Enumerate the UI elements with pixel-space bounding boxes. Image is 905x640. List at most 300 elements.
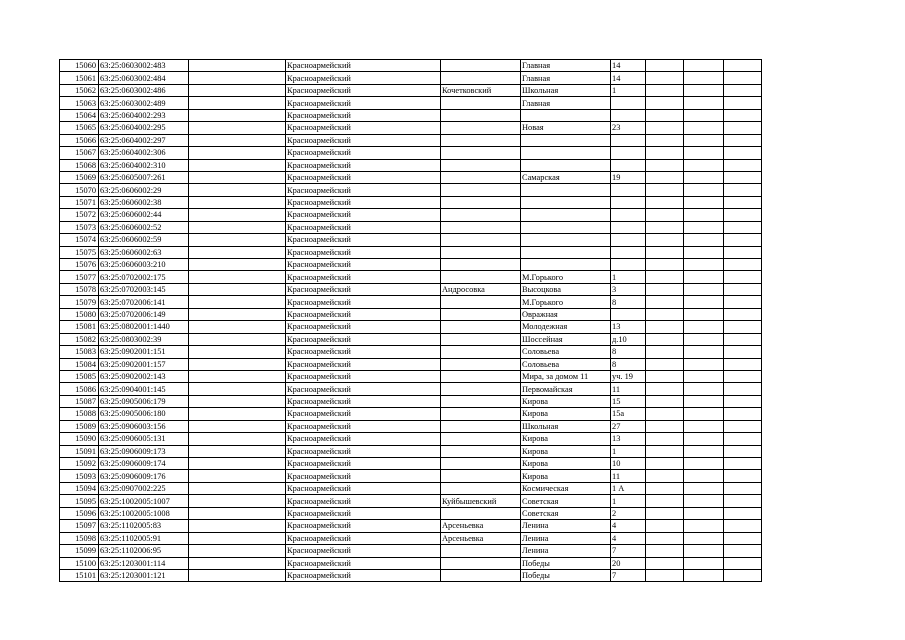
house-cell: 23 [611,122,646,134]
cadastral-number-cell: 63:25:0606003:210 [99,259,189,271]
settlement-cell [441,507,521,519]
district-cell: Красноармейский [286,209,441,221]
house-cell: 3 [611,283,646,295]
table-row [60,221,762,233]
extra-cell [684,520,724,532]
settlement-cell [441,209,521,221]
extra-cell [724,545,762,557]
extra-cell [684,308,724,320]
street-cell: Кирова [521,433,611,445]
row-number-cell: 15101 [60,569,99,581]
district-cell: Красноармейский [286,171,441,183]
cadastral-number-cell: 63:25:0604002:295 [99,122,189,134]
cadastral-number-cell: 63:25:1102005:91 [99,532,189,544]
row-number-cell: 15089 [60,420,99,432]
district-cell: Красноармейский [286,532,441,544]
blank-cell [189,433,286,445]
district-cell: Красноармейский [286,507,441,519]
district-cell: Красноармейский [286,221,441,233]
row-number-cell: 15080 [60,308,99,320]
cadastral-number-cell: 63:25:0604002:297 [99,134,189,146]
extra-cell [724,209,762,221]
extra-cell [724,495,762,507]
table-row [60,333,762,345]
house-cell: 7 [611,545,646,557]
street-cell: Высоцкова [521,283,611,295]
row-number-cell: 15093 [60,470,99,482]
settlement-cell [441,321,521,333]
row-number-cell: 15072 [60,209,99,221]
table-row [60,370,762,382]
house-cell: 14 [611,72,646,84]
district-cell: Красноармейский [286,97,441,109]
row-number-cell: 15060 [60,60,99,72]
house-cell: 19 [611,171,646,183]
district-cell: Красноармейский [286,370,441,382]
settlement-cell [441,433,521,445]
row-number-cell: 15066 [60,134,99,146]
district-cell: Красноармейский [286,433,441,445]
table-row [60,507,762,519]
extra-cell [724,321,762,333]
extra-cell [646,196,684,208]
extra-cell [724,159,762,171]
extra-cell [684,532,724,544]
extra-cell [724,445,762,457]
extra-cell [724,458,762,470]
extra-cell [684,370,724,382]
cadastral-number-cell: 63:25:0702002:175 [99,271,189,283]
extra-cell [684,246,724,258]
table-row [60,60,762,72]
table-row [60,72,762,84]
blank-cell [189,470,286,482]
settlement-cell [441,333,521,345]
extra-cell [684,569,724,581]
blank-cell [189,97,286,109]
blank-cell [189,358,286,370]
table-row [60,445,762,457]
settlement-cell [441,458,521,470]
extra-cell [684,209,724,221]
settlement-cell [441,109,521,121]
house-cell: 1 [611,84,646,96]
table-row [60,420,762,432]
street-cell: Соловьева [521,346,611,358]
extra-cell [724,109,762,121]
extra-cell [724,433,762,445]
cadastral-number-cell: 63:25:0604002:293 [99,109,189,121]
extra-cell [684,383,724,395]
house-cell [611,308,646,320]
cadastral-number-cell: 63:25:0906009:173 [99,445,189,457]
house-cell: 10 [611,458,646,470]
row-number-cell: 15070 [60,184,99,196]
table-row [60,283,762,295]
cadastral-number-cell: 63:25:0604002:310 [99,159,189,171]
extra-cell [646,109,684,121]
settlement-cell [441,171,521,183]
district-cell: Красноармейский [286,395,441,407]
street-cell: Космическая [521,482,611,494]
cadastral-number-cell: 63:25:0603002:484 [99,72,189,84]
district-cell: Красноармейский [286,60,441,72]
extra-cell [646,134,684,146]
settlement-cell [441,159,521,171]
blank-cell [189,557,286,569]
district-cell: Красноармейский [286,569,441,581]
extra-cell [724,296,762,308]
settlement-cell [441,445,521,457]
table-row [60,209,762,221]
settlement-cell [441,482,521,494]
extra-cell [684,333,724,345]
extra-cell [646,60,684,72]
extra-cell [724,395,762,407]
extra-cell [684,159,724,171]
extra-cell [646,283,684,295]
extra-cell [684,495,724,507]
extra-cell [646,97,684,109]
extra-cell [646,545,684,557]
extra-cell [724,283,762,295]
blank-cell [189,84,286,96]
table-row [60,520,762,532]
extra-cell [646,72,684,84]
extra-cell [646,507,684,519]
extra-cell [646,321,684,333]
house-cell: 4 [611,520,646,532]
district-cell: Красноармейский [286,557,441,569]
extra-cell [646,296,684,308]
street-cell: Кирова [521,395,611,407]
district-cell: Красноармейский [286,122,441,134]
row-number-cell: 15100 [60,557,99,569]
extra-cell [724,134,762,146]
extra-cell [724,271,762,283]
extra-cell [684,271,724,283]
settlement-cell [441,134,521,146]
table-row [60,470,762,482]
settlement-cell [441,346,521,358]
settlement-cell [441,60,521,72]
cadastral-number-cell: 63:25:0904001:145 [99,383,189,395]
street-cell [521,246,611,258]
district-cell: Красноармейский [286,470,441,482]
extra-cell [646,569,684,581]
blank-cell [189,296,286,308]
table-row [60,109,762,121]
row-number-cell: 15083 [60,346,99,358]
house-cell: 1 А [611,482,646,494]
extra-cell [646,557,684,569]
blank-cell [189,346,286,358]
cadastral-number-cell: 63:25:0604002:306 [99,147,189,159]
blank-cell [189,370,286,382]
house-cell: д.10 [611,333,646,345]
table-row [60,184,762,196]
district-cell: Красноармейский [286,458,441,470]
street-cell: Школьная [521,420,611,432]
table-row [60,557,762,569]
street-cell [521,259,611,271]
street-cell: Соловьева [521,358,611,370]
blank-cell [189,445,286,457]
extra-cell [684,122,724,134]
settlement-cell [441,569,521,581]
house-cell: 8 [611,296,646,308]
settlement-cell [441,470,521,482]
blank-cell [189,569,286,581]
extra-cell [684,221,724,233]
extra-cell [684,433,724,445]
street-cell [521,234,611,246]
street-cell: Победы [521,569,611,581]
house-cell [611,221,646,233]
extra-cell [646,470,684,482]
extra-cell [684,72,724,84]
extra-cell [684,482,724,494]
extra-cell [724,184,762,196]
house-cell [611,246,646,258]
district-cell: Красноармейский [286,383,441,395]
extra-cell [724,97,762,109]
row-number-cell: 15071 [60,196,99,208]
blank-cell [189,184,286,196]
street-cell: Шоссейная [521,333,611,345]
extra-cell [684,557,724,569]
blank-cell [189,259,286,271]
extra-cell [724,246,762,258]
table-row [60,433,762,445]
extra-cell [646,122,684,134]
house-cell: 1 [611,271,646,283]
extra-cell [684,408,724,420]
row-number-cell: 15097 [60,520,99,532]
settlement-cell [441,383,521,395]
cadastral-number-cell: 63:25:0905006:180 [99,408,189,420]
table-body [60,60,762,582]
table-row [60,271,762,283]
extra-cell [646,333,684,345]
house-cell: 2 [611,507,646,519]
house-cell [611,159,646,171]
house-cell [611,134,646,146]
street-cell: Школьная [521,84,611,96]
district-cell: Красноармейский [286,495,441,507]
district-cell: Красноармейский [286,283,441,295]
extra-cell [724,408,762,420]
extra-cell [684,358,724,370]
extra-cell [724,346,762,358]
settlement-cell [441,308,521,320]
extra-cell [724,420,762,432]
blank-cell [189,482,286,494]
settlement-cell [441,370,521,382]
settlement-cell: Арсеньевка [441,520,521,532]
extra-cell [724,60,762,72]
table-row [60,196,762,208]
extra-cell [646,84,684,96]
table-row [60,346,762,358]
cadastral-number-cell: 63:25:0603002:483 [99,60,189,72]
settlement-cell [441,545,521,557]
extra-cell [646,358,684,370]
table-row [60,482,762,494]
district-cell: Красноармейский [286,420,441,432]
blank-cell [189,308,286,320]
district-cell: Красноармейский [286,358,441,370]
street-cell [521,184,611,196]
extra-cell [684,545,724,557]
row-number-cell: 15081 [60,321,99,333]
street-cell: Победы [521,557,611,569]
house-cell: 13 [611,433,646,445]
extra-cell [724,147,762,159]
table-row [60,296,762,308]
table-row [60,234,762,246]
blank-cell [189,321,286,333]
district-cell: Красноармейский [286,159,441,171]
house-cell: 14 [611,60,646,72]
settlement-cell [441,122,521,134]
blank-cell [189,60,286,72]
cadastral-number-cell: 63:25:1203001:114 [99,557,189,569]
district-cell: Красноармейский [286,296,441,308]
table-row [60,246,762,258]
table-row [60,259,762,271]
district-cell: Красноармейский [286,109,441,121]
extra-cell [724,308,762,320]
extra-cell [684,395,724,407]
extra-cell [684,134,724,146]
street-cell [521,196,611,208]
extra-cell [646,395,684,407]
street-cell [521,147,611,159]
house-cell: 8 [611,358,646,370]
street-cell: Ленина [521,532,611,544]
table-row [60,159,762,171]
house-cell [611,97,646,109]
street-cell: Новая [521,122,611,134]
blank-cell [189,520,286,532]
blank-cell [189,171,286,183]
records-table [59,59,762,582]
extra-cell [724,221,762,233]
settlement-cell [441,147,521,159]
house-cell: 13 [611,321,646,333]
district-cell: Красноармейский [286,408,441,420]
house-cell [611,259,646,271]
row-number-cell: 15062 [60,84,99,96]
house-cell: 8 [611,346,646,358]
row-number-cell: 15077 [60,271,99,283]
extra-cell [724,259,762,271]
extra-cell [724,532,762,544]
street-cell [521,159,611,171]
row-number-cell: 15067 [60,147,99,159]
cadastral-number-cell: 63:25:0606002:44 [99,209,189,221]
house-cell [611,147,646,159]
row-number-cell: 15088 [60,408,99,420]
settlement-cell [441,234,521,246]
row-number-cell: 15096 [60,507,99,519]
blank-cell [189,383,286,395]
street-cell: Кирова [521,408,611,420]
blank-cell [189,209,286,221]
table-row [60,84,762,96]
extra-cell [724,470,762,482]
cadastral-number-cell: 63:25:1002005:1007 [99,495,189,507]
street-cell [521,109,611,121]
table-row [60,321,762,333]
blank-cell [189,395,286,407]
extra-cell [646,171,684,183]
district-cell: Красноармейский [286,346,441,358]
district-cell: Красноармейский [286,246,441,258]
extra-cell [684,234,724,246]
extra-cell [724,520,762,532]
row-number-cell: 15074 [60,234,99,246]
cadastral-number-cell: 63:25:0606002:29 [99,184,189,196]
blank-cell [189,246,286,258]
row-number-cell: 15078 [60,283,99,295]
district-cell: Красноармейский [286,545,441,557]
extra-cell [646,346,684,358]
cadastral-number-cell: 63:25:0605007:261 [99,171,189,183]
settlement-cell [441,246,521,258]
row-number-cell: 15091 [60,445,99,457]
extra-cell [646,482,684,494]
blank-cell [189,507,286,519]
extra-cell [684,84,724,96]
street-cell: Мира, за домом 11 [521,370,611,382]
settlement-cell [441,408,521,420]
extra-cell [646,458,684,470]
settlement-cell [441,358,521,370]
row-number-cell: 15087 [60,395,99,407]
table-row [60,383,762,395]
extra-cell [646,445,684,457]
street-cell [521,134,611,146]
row-number-cell: 15063 [60,97,99,109]
settlement-cell [441,395,521,407]
district-cell: Красноармейский [286,259,441,271]
extra-cell [646,520,684,532]
table-row [60,458,762,470]
house-cell: 20 [611,557,646,569]
house-cell: 27 [611,420,646,432]
table-row [60,122,762,134]
cadastral-number-cell: 63:25:0606002:52 [99,221,189,233]
blank-cell [189,147,286,159]
extra-cell [724,72,762,84]
table-row [60,97,762,109]
blank-cell [189,283,286,295]
blank-cell [189,196,286,208]
extra-cell [684,445,724,457]
district-cell: Красноармейский [286,321,441,333]
table-row [60,495,762,507]
blank-cell [189,420,286,432]
blank-cell [189,333,286,345]
table-row [60,147,762,159]
table-row [60,395,762,407]
house-cell: 4 [611,532,646,544]
extra-cell [646,259,684,271]
row-number-cell: 15061 [60,72,99,84]
blank-cell [189,72,286,84]
